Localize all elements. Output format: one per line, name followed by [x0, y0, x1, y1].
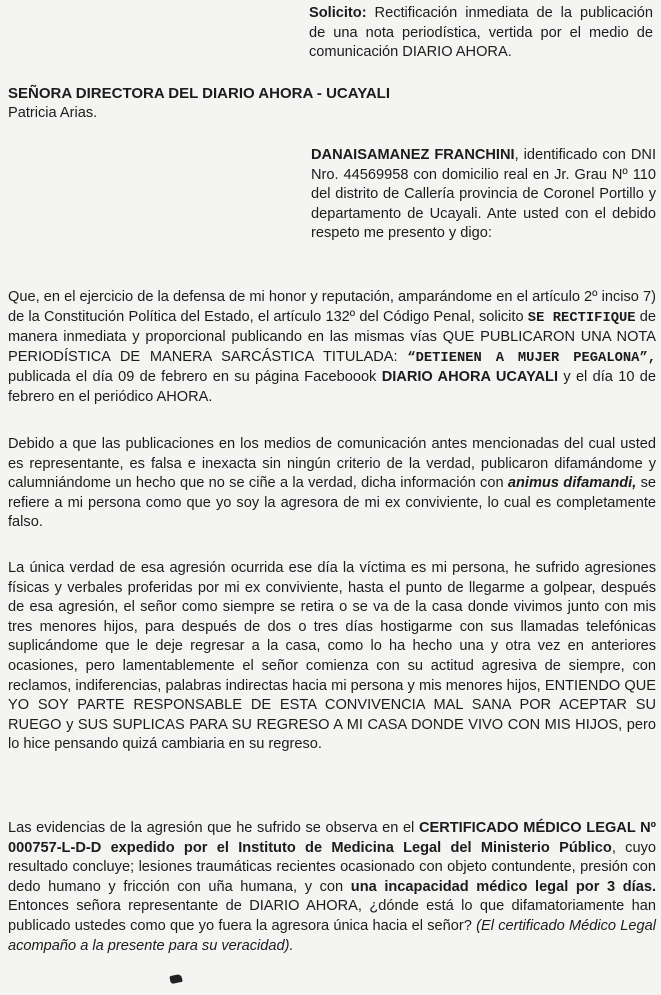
p3-caps-text: ENTIENDO QUE YO SOY PARTE RESPONSABLE DE ESTA CONVIVENCIA MAL SANA POR ACEPTAR SU RUEGO y SUS SUPLICAS PARA SU REGRESO A MI CASA DONDE VIVO CON MIS HIJOS: [8, 677, 656, 733]
salutation: [8, 84, 648, 123]
p3-text-1: La única verdad de esa agresión ocurrida ese día la víctima es mi persona, he sufrido agresiones físicas y verbales proferidas por mi ex conviviente, hasta el punto de llegarme a golpear, después de esa agresión, el señor como siempre se retira o se va de la casa donde vivimos junto con mis tres menores hijos, para después de dos o tres días hostigarme con sus llamadas telefónicas suplicándome que le deje regresar a la casa, como lo ha hecho una y otra vez en anteriores ocasiones, pero lamentablemente el señor comienza con su actitud agresiva de siempre, con reclamos, indiferencias, palabras indirectas hacia mi persona y mis menores hijos,: [8, 560, 656, 694]
p1-caps-text: QUE PUBLICARON UNA NOTA PERIODÍSTICA DE MANERA SARCÁSTICA TITULADA:: [8, 329, 656, 365]
addressee-title: SEÑORA DIRECTORA DEL DIARIO AHORA - UCAYALI: [8, 85, 390, 102]
p1-bold-diario: DIARIO AHORA UCAYALI: [381, 369, 559, 386]
presenter-paragraph: [311, 146, 656, 244]
p4-bold-certificate: CERTIFICADO MÉDICO LEGAL Nº 000757-L-D-D expedido por el Instituto de Medicina Legal del Ministerio Público: [8, 820, 656, 856]
p4-text-1: Las evidencias de la agresión que he sufrido se observa en el: [8, 820, 419, 836]
p4-italic-note: (El certificado Médico Legal acompaño a la presente para su veracidad).: [8, 917, 656, 954]
request-text: Rectificación inmediata de la publicación de una nota periodística, vertida por el medio de comunicación DIARIO AHORA.: [309, 5, 653, 61]
p1-text-2: de manera inmediata y proporcional publicando en las mismas vías: [8, 308, 656, 346]
p4-text-2: , cuyo resultado concluye; lesiones traumáticas recientes ocasionado con objeto contundente, presión con dedo humano y fricción con uña humana, y con: [8, 839, 657, 895]
p4-bold-incapacity: una incapacidad médico legal por 3 días.: [350, 878, 657, 895]
p4-text-3: Entonces señora representante de DIARIO AHORA, ¿dónde está lo que difamatoriamente han publicado ustedes como que yo fuera la agresora única hacia el señor?: [8, 898, 656, 934]
p1-bold-rectifique: SE RECTIFIQUE: [527, 310, 636, 326]
p1-text-3: publicada el día 09 de febrero en su página Faceboook: [8, 369, 382, 386]
p1-bold-headline: “DETIENEN A MUJER PEGALONA”,: [407, 350, 657, 366]
paragraph-evidence: [8, 819, 656, 956]
p1-text-1: Que, en el ejercicio de la defensa de mi honor y reputación, amparándome en el artículo 2º inciso 7) de la Constitución Política del Estado, el artículo 132º del Código Penal, solicito: [8, 289, 656, 325]
presenter-name: DANAISAMANEZ FRANCHINI: [311, 147, 515, 163]
p2-animus-difamandi: animus difamandi,: [507, 475, 637, 492]
p3-text-2: , pero lo hice pensando quizá cambiaria en su regreso.: [8, 716, 656, 753]
paragraph-falsehood: [8, 435, 656, 533]
p2-text-1: Debido a que las publicaciones en los medios de comunicación antes mencionadas del cual usted es representante, es falsa e inexacta sin ningún criterio de la verdad, publicaron difamándome y calumniándome un hecho que no se ciñe a la verdad, dicha información con: [8, 436, 656, 492]
request-label: Solicito:: [309, 5, 367, 21]
ink-mark: [169, 974, 182, 984]
request-summary: [309, 4, 653, 63]
p1-text-4: y el día 10 de febrero en el periódico AHORA.: [8, 369, 657, 405]
paragraph-rectification: [8, 288, 656, 408]
presenter-text: , identificado con DNI Nro. 44569958 con domicilio real en Jr. Grau Nº 110 del distrito de Callería provincia de Coronel Portillo y departamento de Ucayali. Ante usted con el debido respeto me presento y digo:: [311, 147, 657, 242]
addressee-name: Patricia Arias.: [8, 104, 98, 121]
paragraph-truth: [8, 559, 656, 755]
p2-text-2: se refiere a mi persona como que yo soy la agresora de mi ex conviviente, lo cual es completamente falso.: [8, 475, 656, 531]
